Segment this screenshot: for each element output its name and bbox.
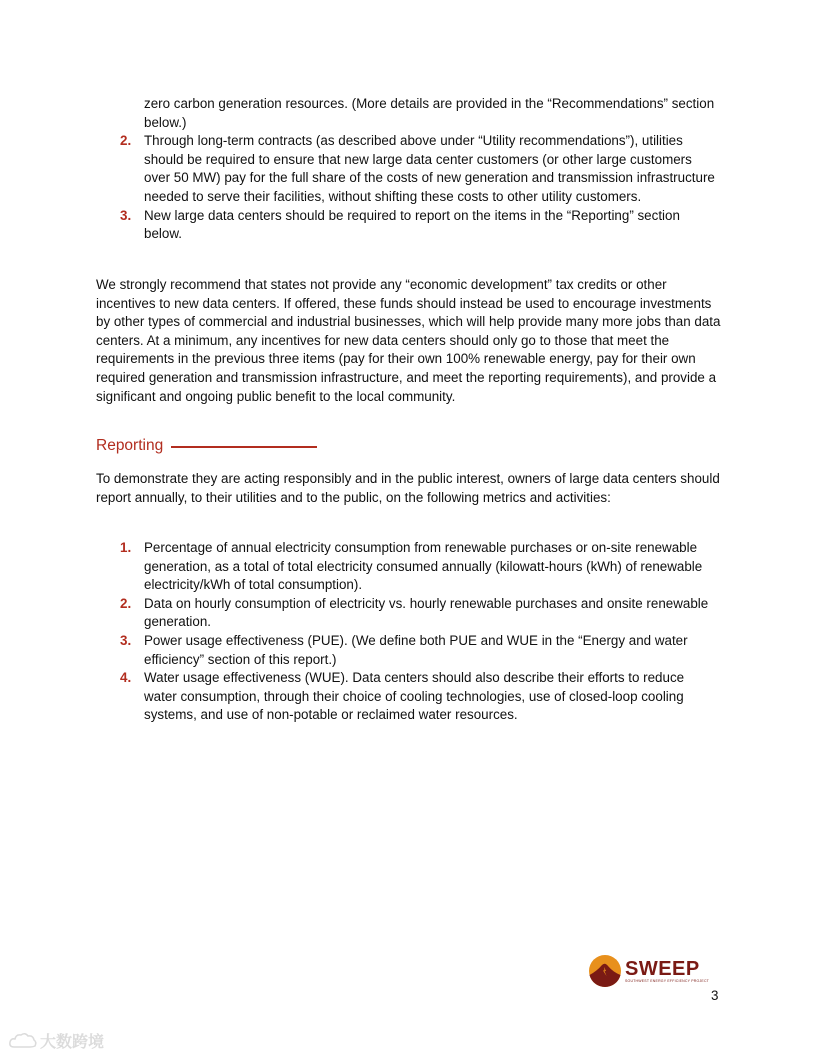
list-number: 3. xyxy=(120,632,132,648)
list-item xyxy=(96,95,720,132)
list-text: Percentage of annual electricity consumption from renewable purchases or on-site renewable generation, as a total of total electricity consumed annually (kilowatt-hours (kWh) of renewable electricity/kWh of total consumption). xyxy=(144,540,703,593)
logo-wordmark xyxy=(625,959,709,984)
page-number: 3 xyxy=(711,988,719,1003)
sweep-logo xyxy=(588,954,709,988)
logo-name: SWEEP xyxy=(625,957,700,980)
list-text: zero carbon generation resources. (More details are provided in the “Recommendations” section below.) xyxy=(144,96,715,130)
list-text: New large data centers should be required to report on the items in the “Reporting” section below. xyxy=(144,207,680,242)
list-text: Data on hourly consumption of electricity vs. hourly renewable purchases and onsite renewable generation. xyxy=(144,595,709,630)
list-item xyxy=(96,132,720,206)
cloud-logo-icon xyxy=(8,1032,38,1050)
list-item xyxy=(96,669,720,725)
heading-rule xyxy=(171,446,317,448)
list-number: 2. xyxy=(120,133,132,149)
watermark-text: 大数跨境 xyxy=(40,1034,105,1051)
list-number: 2. xyxy=(120,595,132,611)
list-item xyxy=(96,595,720,632)
section-heading xyxy=(96,437,317,455)
list-item xyxy=(96,632,720,669)
list-text: Water usage effectiveness (WUE). Data centers should also describe their efforts to reduce water consumption, through their choice of cooling technologies, use of closed-loop cooling systems, and use of non-potable or reclaimed water resources. xyxy=(144,670,685,723)
sun-mountain-logo-icon xyxy=(588,954,622,988)
list-number: 1. xyxy=(120,540,132,555)
list-number: 3. xyxy=(120,207,132,223)
list-item xyxy=(96,207,720,244)
reporting-intro-paragraph: To demonstrate they are acting responsibly and in the public interest, owners of large data centers should report annually, to their utilities and to the public, on the following metrics and activities: xyxy=(96,471,720,505)
incentives-paragraph: We strongly recommend that states not provide any “economic development” tax credits or other incentives to new data centers. If offered, these funds should instead be used to encourage investments by other types of commercial and industrial businesses, which will help provide many more jobs than data centers. At a minimum, any incentives for new data centers should only go to those that meet the requirements in the previous three items (pay for their own 100% renewable energy, pay for their own required generation and transmission infrastructure, and meet the reporting requirements), and provide a significant and ongoing public benefit to the local community. xyxy=(96,277,721,404)
list-number: 4. xyxy=(120,670,132,686)
list-item xyxy=(96,539,720,595)
list-text: Power usage effectiveness (PUE). (We define both PUE and WUE in the “Energy and water efficiency” section of this report.) xyxy=(144,632,688,667)
list-text: Through long-term contracts (as described above under “Utility recommendations”), utilities should be required to ensure that new large data center customers (or other large customers over 50 MW) pay for the full share of the costs of new generation and transmission infrastructure needed to serve their facilities, without shifting these costs to other utility customers. xyxy=(144,133,715,204)
continued-recommendation-list xyxy=(96,95,720,244)
reporting-metrics-list xyxy=(96,539,720,725)
watermark xyxy=(8,1029,104,1052)
logo-tagline: SOUTHWEST ENERGY EFFICIENCY PROJECT xyxy=(625,978,710,983)
section-heading-label: Reporting xyxy=(96,437,164,454)
